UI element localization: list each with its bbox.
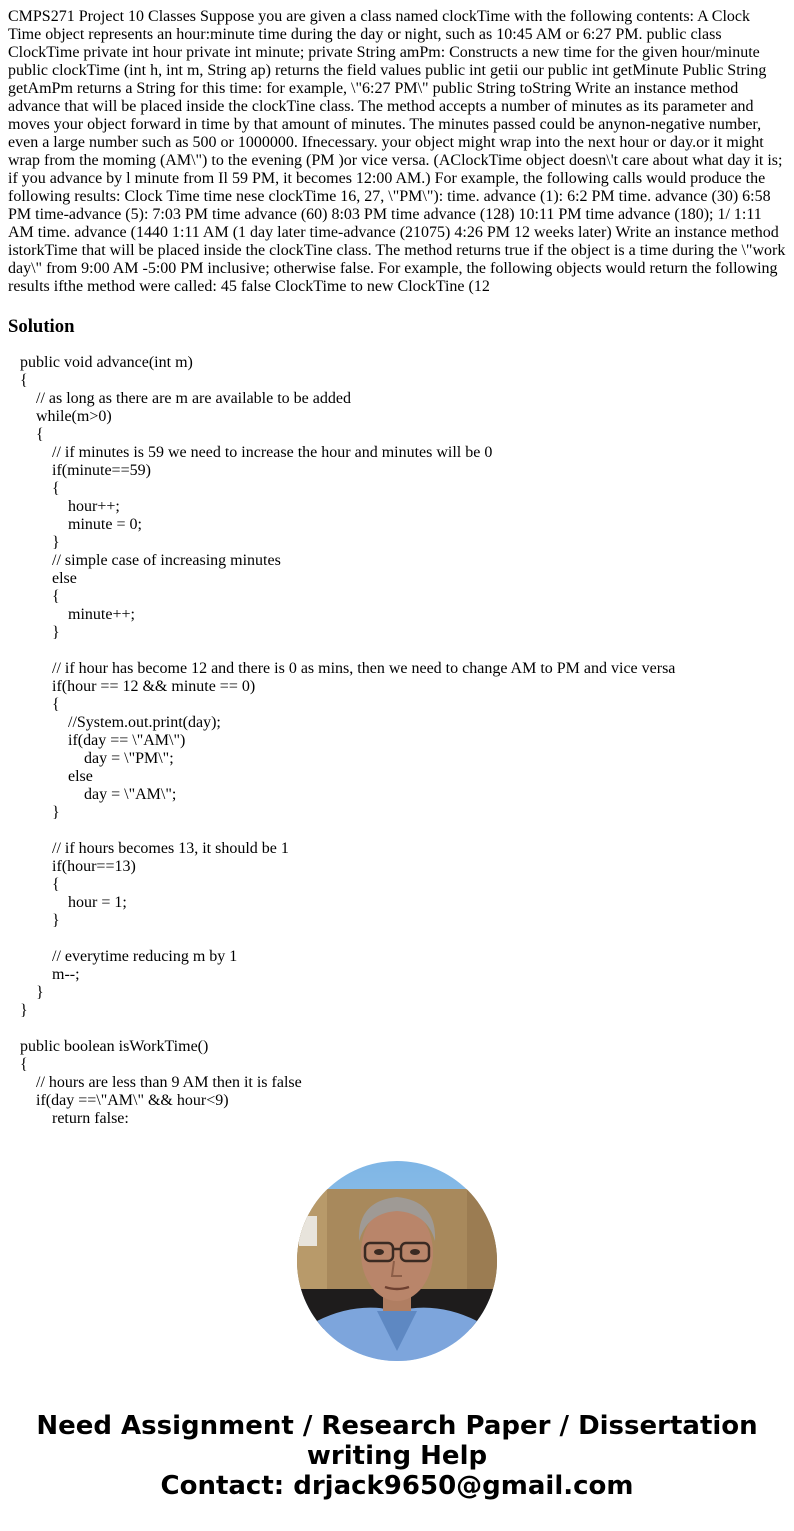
banner-line-1: Need Assignment / Research Paper / Dissertation	[36, 1411, 758, 1441]
code-line: m--;	[20, 966, 80, 983]
code-line: {	[20, 480, 60, 497]
code-line	[20, 642, 794, 660]
code-line: if(day ==\"AM\" && hour<9)	[20, 1092, 229, 1109]
code-line	[20, 822, 794, 840]
code-line: }	[20, 1002, 28, 1019]
code-line: }	[20, 534, 60, 551]
code-line: return false:	[20, 1110, 129, 1127]
code-line: else	[20, 768, 93, 785]
contact-banner	[0, 1411, 794, 1501]
code-line: hour++;	[20, 498, 120, 515]
code-line: // hours are less than 9 AM then it is false	[20, 1074, 302, 1091]
code-line: day = \"PM\";	[20, 750, 174, 767]
banner-line-2: writing Help	[306, 1441, 488, 1471]
code-line: {	[20, 876, 60, 893]
code-line: // if hours becomes 13, it should be 1	[20, 840, 289, 857]
code-line	[20, 930, 794, 948]
code-line: public void advance(int m)	[20, 354, 193, 371]
code-line: // everytime reducing m by 1	[20, 948, 238, 965]
code-line: {	[20, 1056, 28, 1073]
code-line: }	[20, 624, 60, 641]
code-line: else	[20, 570, 77, 587]
code-line: {	[20, 372, 28, 389]
tutor-photo-icon	[297, 1161, 497, 1361]
code-line: //System.out.print(day);	[20, 714, 221, 731]
code-line: day = \"AM\";	[20, 786, 177, 803]
solution-heading: Solution	[8, 316, 75, 337]
code-line: {	[20, 696, 60, 713]
code-line: {	[20, 588, 60, 605]
code-line: }	[20, 912, 60, 929]
question-text: CMPS271 Project 10 Classes Suppose you are given a class named clockTime with the following contents: A Clock Time object represents an hour:minute time during the day or night, such as 10:45 AM or 6:27 PM. public class ClockTime private int hour private int minute; private String amPm: Constructs a new time for the given hour/minute public clockTime (int h, int m, String ap) returns the field values public int getii our public int getMinute Public String getAmPm returns a String for this time: for example, \"6:27 PM\" public String toString Write an instance method advance that will be placed inside the clockTine class. The method accepts a number of minutes as its parameter and moves your object forward in time by that amount of minutes. The minutes passed could be anynon-negative number, even a large number such as 500 or 1000000. Ifnecessary. your object might wrap into the next hour or day.or it might wrap from the moming (AM\") to the evening (PM )or vice versa. (AClockTime object doesn\'t care about what day it is; if you advance by l minute from Il 59 PM, it becomes 12:00 AM.) For example, the following calls would produce the following results: Clock Time time nese clockTime 16, 27, \"PM\"): time. advance (1): 6:2 PM time. advance (30) 6:58 PM time-advance (5): 7:03 PM time advance (60) 8:03 PM time advance (128) 10:11 PM time advance (180); 1/ 1:11 AM time. advance (1440 1:11 AM (1 day later time-advance (21075) 4:26 PM 12 weeks later) Write an instance method istorkTime that will be placed inside the clockTine class. The method returns true if the object is a time during the \"work day\" from 9:00 AM -5:00 PM inclusive; otherwise false. For example, the following objects would return the following results ifthe method were called: 45 false ClockTime to new ClockTine (12	[8, 8, 786, 295]
code-line: minute++;	[20, 606, 135, 623]
code-line: if(minute==59)	[20, 462, 151, 479]
code-line: // if hour has become 12 and there is 0 as mins, then we need to change AM to PM and vice versa	[20, 660, 676, 677]
code-line: // if minutes is 59 we need to increase the hour and minutes will be 0	[20, 444, 493, 461]
code-line: if(hour==13)	[20, 858, 136, 875]
solution-code-block	[20, 354, 794, 1128]
code-line	[20, 1020, 794, 1038]
code-line: }	[20, 984, 44, 1001]
code-line: while(m>0)	[20, 408, 112, 425]
code-line: minute = 0;	[20, 516, 142, 533]
code-line: }	[20, 804, 60, 821]
code-line: // as long as there are m are available to be added	[20, 390, 351, 407]
code-line: // simple case of increasing minutes	[20, 552, 281, 569]
avatar	[297, 1161, 497, 1361]
code-line: public boolean isWorkTime()	[20, 1038, 209, 1055]
contact-email: Contact: drjack9650@gmail.com	[160, 1471, 634, 1501]
code-line: if(hour == 12 && minute == 0)	[20, 678, 256, 695]
code-line: {	[20, 426, 44, 443]
code-line: hour = 1;	[20, 894, 127, 911]
code-line: if(day == \"AM\")	[20, 732, 186, 749]
